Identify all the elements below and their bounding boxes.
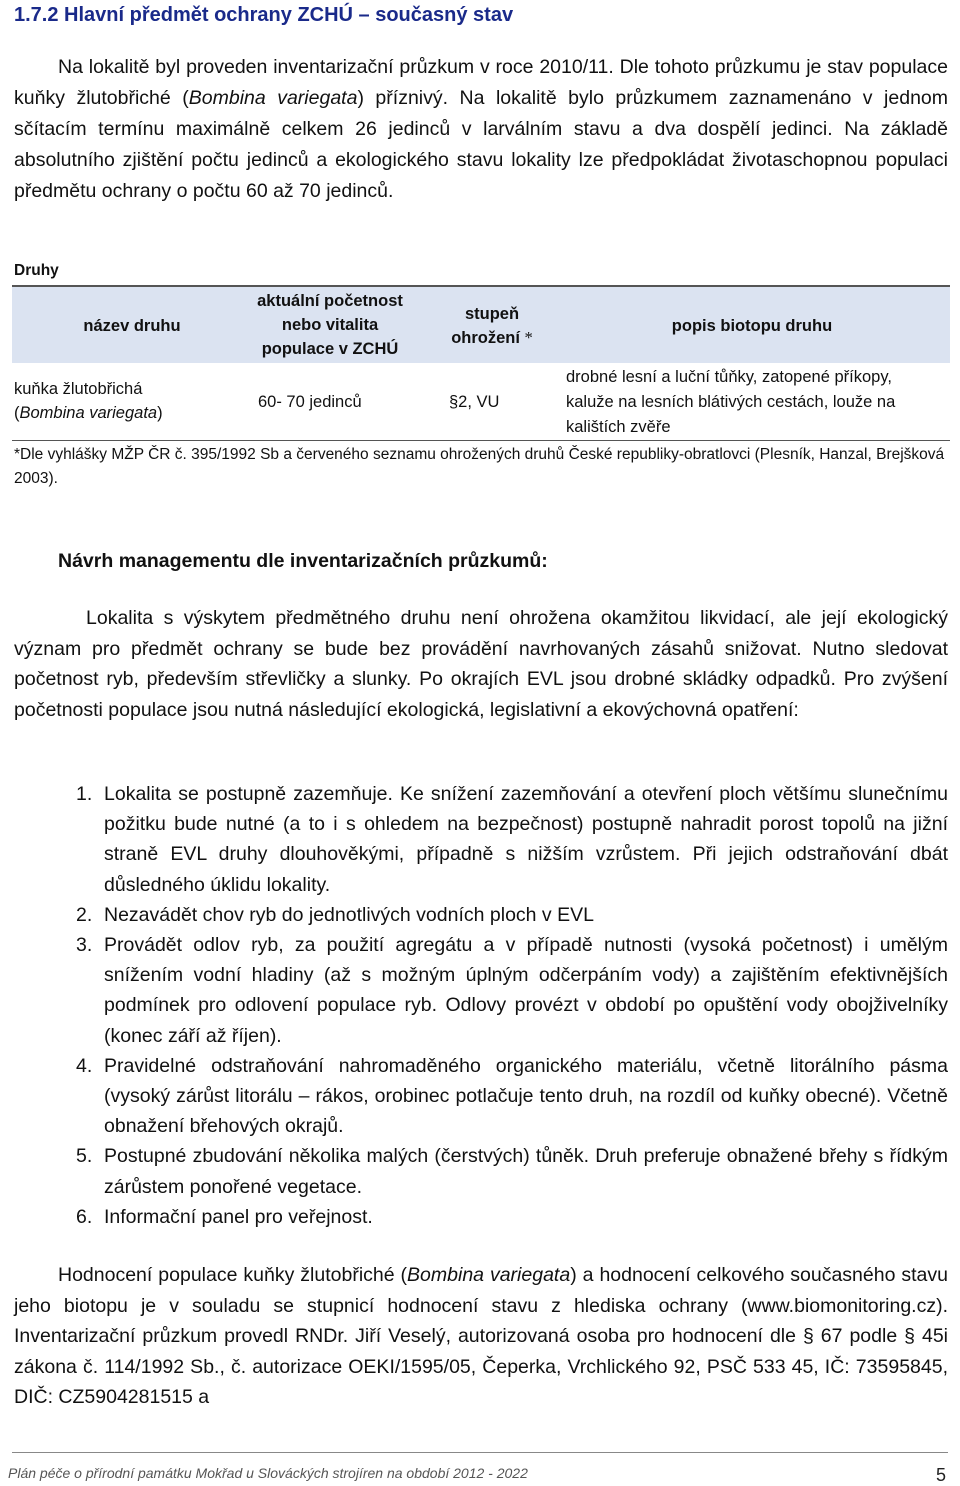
evaluation-paragraph: Hodnocení populace kuňky žlutobřiché (Bombina variegata) a hodnocení celkového současného stavu jeho biotopu je v souladu se stupnicí hodnocení stavu z hlediska ochrany (www.biomonitoring.cz). Inventarizační průzkum provedl RNDr. Jiří Veselý, autorizovaná osoba pro hodnocení dle § 67 podle § 45i zákona č. 114/1992 Sb., č. autorizace OEKI/1595/05, Čeperka, Vrchlického 92, PSČ 533 45, IČ: 73595845, DIČ: CZ5904281515 a	[14, 1264, 948, 1408]
page-number: 5	[935, 1465, 946, 1485]
table-footnote: *Dle vyhlášky MŽP ČR č. 395/1992 Sb a červeného seznamu ohrožených druhů České republiky-obratlovci (Plesník, Hanzal, Brejšková 2003).	[14, 446, 945, 487]
measures-list	[14, 779, 948, 1232]
intro-paragraph: Na lokalitě byl proveden inventarizační průzkum v roce 2010/11. Dle tohoto průzkumu je stav populace kuňky žlutobřiché (Bombina variegata) příznivý. Na lokalitě bylo průzkumem zaznamenáno v jednom sčítacím termínu maximálně celkem 26 jedinců v larválním stavu a dva dospělí jedinci. Na základě absolutního zjištění počtu jedinců a ekologického stavu lokality lze předpokládat životaschopnou populaci předmětu ochrany o počtu 60 až 70 jedinců.	[14, 56, 949, 202]
header-count: aktuální početnost nebo vitalita populace v ZCHÚ	[257, 292, 403, 358]
table-caption: Druhy	[14, 262, 59, 279]
list-item: 3. Provádět odlov ryb, za použití agregátu a v případě nutnosti (vysoká početnost) i umělým snížením vodní hladiny (až s možným úplným odčerpáním vody) a zajištěním efektivnějších podmínek pro odlovení populace ryb. Odlovy provézt v období po opuštění vody obojživelníky (konec září až říjen).	[76, 934, 948, 1047]
species-name: kuňka žlutobřichá (Bombina variegata)	[14, 380, 163, 422]
species-count: 60- 70 jedinců	[258, 393, 362, 411]
table-bottom-rule	[12, 440, 950, 441]
list-item: 4. Pravidelné odstraňování nahromaděného organického materiálu, včetně litorálního pásma (vysoký zárůst litorálu – rákos, orobinec potlačuje tento druh, na rozdíl od kuňky obecné). Včetně obnažení břehových okrajů.	[76, 1054, 948, 1138]
species-latin-name: Bombina variegata	[188, 87, 358, 109]
table-row	[12, 361, 950, 440]
species-habitat: drobné lesní a luční tůňky, zatopené příkopy, kaluže na lesních blátivých cestách, louže na kalištích zvěře	[566, 368, 896, 436]
header-threat: stupeň ohrožení *	[451, 305, 533, 347]
list-item: 2. Nezavádět chov ryb do jednotlivých vodních ploch v EVL	[76, 903, 594, 926]
threat-footnote-mark: *	[524, 328, 533, 347]
footer-rule	[12, 1452, 948, 1453]
section-heading: 1.7.2 Hlavní předmět ochrany ZCHÚ – současný stav	[14, 4, 514, 26]
list-item: 5. Postupné zbudování několika malých (čerstvých) tůněk. Druh preferuje obnažené břehy s řídkým zárůstem ponořené vegetace.	[76, 1145, 948, 1198]
management-heading: Návrh managementu dle inventarizačních průzkumů:	[58, 550, 548, 572]
list-item: 1. Lokalita se postupně zazemňuje. Ke snížení zazemňování a otevření ploch většímu slunečnímu požitku bude nutné (a to i s ohledem na bezpečnost) postupně nahradit porost topolů na jižní straně EVL druhy dlouhověkými, případně s nižším vzrůstem. Při jejich odstraňování dbát důsledného úklidu lokality.	[76, 783, 948, 896]
list-item: 6. Informační panel pro veřejnost.	[76, 1205, 373, 1228]
header-habitat: popis biotopu druhu	[671, 317, 833, 335]
footer-text: Plán péče o přírodní památku Mokřad u Slováckých strojíren na období 2012 - 2022	[8, 1465, 528, 1481]
species-threat: §2, VU	[449, 393, 500, 411]
management-intro: Lokalita s výskytem předmětného druhu není ohrožena okamžitou likvidací, ale její ekologický význam pro předmět ochrany se bude bez provádění navrhovaných zásahů snižovat. Nutno sledovat početnost ryb, především střevličky a slunky. Po okrajích EVL jsou drobné skládky odpadků. Pro zvýšení početnosti populace jsou nutná následující ekologická, legislativní a ekovýchovná opatření:	[14, 607, 948, 721]
header-name: název druhu	[83, 317, 181, 335]
table-header	[12, 285, 950, 363]
